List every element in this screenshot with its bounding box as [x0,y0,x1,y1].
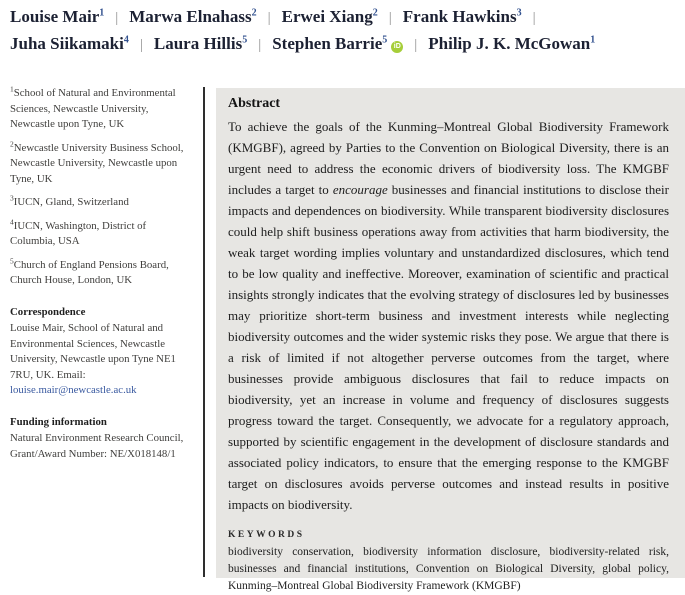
keywords-heading: KEYWORDS [228,530,305,540]
author-list [10,4,678,58]
affiliation [10,255,194,289]
author-affiliation-sup: 2 [251,7,257,19]
author-affiliation-sup: 5 [382,34,388,46]
correspondence-email-link[interactable]: louise.mair@newcastle.ac.uk [10,384,137,396]
affiliation-number: 5 [10,255,14,265]
author-name: Stephen Barrie [272,34,383,53]
author [10,34,129,53]
affiliation [10,86,194,133]
orcid-icon[interactable]: iD [391,41,403,53]
vertical-divider [203,87,205,577]
abstract-text [228,116,669,515]
correspondence-heading: Correspondence [10,305,86,318]
author-affiliation-sup: 1 [99,7,105,19]
affiliation-number: 2 [10,138,14,148]
author-separator: | [267,10,271,26]
author-name: Marwa Elnahass [129,7,252,26]
affiliation [10,138,194,188]
author [129,7,256,26]
affiliation-text: IUCN, Gland, Switzerland [13,196,129,208]
author [272,34,403,53]
abstract-text-pre: To achieve the goals of the Kunming–Montreal Global Biodiversity Framework (KMGBF), agreed by Parties to the Convention on Biological Diversity, there is an urgent need to address the economic drivers of biodiversity loss. The KMGBF includes a target to [228,119,669,197]
abstract-heading: Abstract [228,96,281,111]
author-affiliation-sup: 2 [372,7,378,19]
author-name: Erwei Xiang [281,7,373,26]
affiliation-text: IUCN, Washington, District of Columbia, USA [10,219,147,247]
affiliation-number: 4 [10,216,14,226]
author-separator: | [388,10,392,26]
author-name: Philip J. K. McGowan [428,34,591,53]
author [428,34,595,53]
affiliation-text: Newcastle University Business School, Newcastle University, Newcastle upon Tyne, UK [10,141,184,185]
author-name: Laura Hillis [153,34,243,53]
correspondence-text: Louise Mair, School of Natural and Environmental Sciences, Newcastle University, Newcastle upon Tyne NE1 7RU, UK. Email: louise.mair@newcastle.ac.uk [10,322,176,396]
affiliation [10,216,194,250]
abstract-text-post: businesses and financial institutions to disclose their impacts and dependences on biodiversity. While transparent biodiversity disclosures could help shift business operations away from activities that harm biodiversity, the weak target wording implies voluntary and unstandardized disclosures, which tend to be low quality and ineffective. Moreover, examination of scientific and practical insights strongly indicates that the evolving strategy of disclosures led by businesses may prioritize short-term business and investment interests while neglecting biodiversity outcomes and the wider systemic risks they pose. We argue that there is a risk of limited if not altogether perverse outcomes from the target, where businesses provide ambiguous disclosures that fail to reduce impacts on biodiversity, yet an increase in volume and frequency of disclosures suggests progress toward the target. Consequently, we advocate for a regulatory approach, supported by scientific engagement in the development of disclosure standards and associated policy indicators, to ensure that the emerging response to the KMGBF target on disclosures avoids perverse outcomes and instead results in positive impacts on biodiversity. [228,182,669,512]
author-name: Frank Hawkins [402,7,517,26]
affiliation-text: School of Natural and Environmental Sciences, Newcastle University, Newcastle upon Tyne, UK [10,87,176,130]
affiliation-number: 3 [10,193,14,203]
author [282,7,378,26]
author-separator: | [532,10,536,26]
author-separator: | [115,10,119,26]
funding-text: Natural Environment Research Council, Grant/Award Number: NE/X018148/1 [10,432,184,460]
author-row-1 [10,4,678,31]
author-separator: | [414,37,418,53]
author [154,34,247,53]
author-separator: | [139,37,143,53]
funding-heading: Funding information [10,415,107,428]
article-info-sidebar [10,86,194,462]
author-affiliation-sup: 4 [123,34,129,46]
author [403,7,522,26]
author-separator: | [258,37,262,53]
affiliation-number: 1 [10,84,14,94]
author-affiliation-sup: 3 [516,7,522,19]
author [10,7,104,26]
author-name: Juha Siikamaki [10,34,124,53]
affiliation-text: Church of England Pensions Board, Church House, London, UK [10,258,169,286]
author-affiliation-sup: 1 [590,34,596,46]
author-row-2 [10,31,678,58]
affiliation [10,195,194,211]
author-name: Louise Mair [10,7,100,26]
author-affiliation-sup: 5 [242,34,248,46]
abstract-panel [216,88,685,592]
abstract-text-italic: encourage [332,182,388,197]
keywords-text: biodiversity conservation, biodiversity information disclosure, biodiversity-related risk, businesses and financial institutions, Convention on Biological Diversity, global policy, Kunming–Montreal Global Biodiversity Framework (KMGBF) [228,546,669,592]
